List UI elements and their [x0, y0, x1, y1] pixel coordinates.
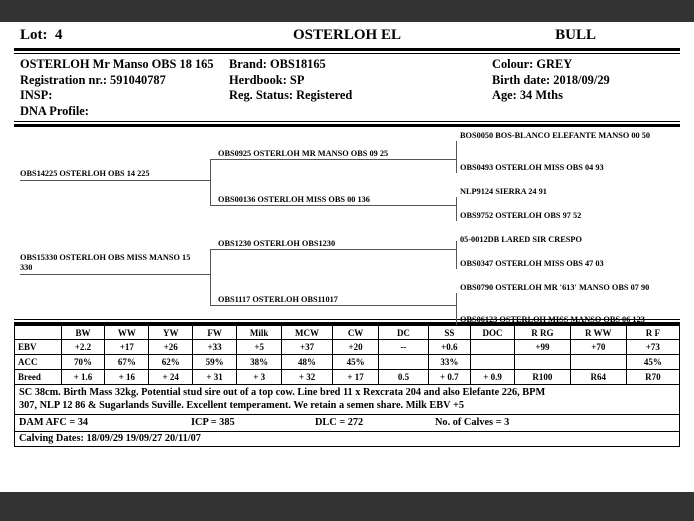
- ebv-header-corner: [15, 326, 62, 340]
- ebv-cell-ebv-rww: +70: [570, 340, 626, 355]
- ebv-cell-ebv-fw: +33: [193, 340, 237, 355]
- ebv-cell-acc-rrg: [514, 355, 570, 370]
- identity-row-1: [14, 57, 680, 73]
- ebv-cell-breed-rww: R64: [570, 370, 626, 385]
- ebv-col-doc: DOC: [471, 326, 515, 340]
- ebv-cell-acc-mcw: 48%: [282, 355, 333, 370]
- ebv-cell-breed-ww: + 16: [105, 370, 149, 385]
- identity-row-2: [14, 73, 680, 89]
- ebv-header-row: [15, 326, 680, 340]
- ebv-cell-acc-cw: 45%: [332, 355, 379, 370]
- ebv-cell-ebv-mcw: +37: [282, 340, 333, 355]
- ebv-col-fw: FW: [193, 326, 237, 340]
- pedigree-dam-dam: OBS1117 OSTERLOH OBS11017: [218, 295, 338, 305]
- ebv-col-ss: SS: [428, 326, 471, 340]
- ebv-cell-ebv-rrg: +99: [514, 340, 570, 355]
- pedigree-gp-5: 05-0012DB LARED SIR CRESPO: [460, 235, 582, 245]
- ebv-cell-breed-rrg: R100: [514, 370, 570, 385]
- herdbook-field: Herdbook: SP: [229, 72, 305, 87]
- pedigree-sire: OBS14225 OSTERLOH OBS 14 225: [20, 169, 150, 179]
- ebv-col-cw: CW: [332, 326, 379, 340]
- dna-profile-field: DNA Profile:: [20, 103, 89, 118]
- pedigree-gp-4: OBS9752 OSTERLOH OBS 97 52: [460, 211, 582, 221]
- ebv-cell-acc-ww: 67%: [105, 355, 149, 370]
- title-row: [14, 22, 680, 48]
- reg-status-field: Reg. Status: Registered: [229, 88, 353, 103]
- ebv-cell-acc-milk: 38%: [237, 355, 282, 370]
- ebv-cell-acc-bw: 70%: [61, 355, 105, 370]
- ebv-col-ww: WW: [105, 326, 149, 340]
- ebv-row-ebv: [15, 340, 680, 355]
- ebv-col-bw: BW: [61, 326, 105, 340]
- pedigree-connector-sire-sire: [210, 159, 456, 160]
- ebv-cell-acc-ss: 33%: [428, 355, 471, 370]
- pedigree-gp-1: BOS0050 BOS-BLANCO ELEFANTE MANSO 00 50: [460, 131, 651, 141]
- pedigree-sire-sire: OBS0925 OSTERLOH MR MANSO OBS 09 25: [218, 149, 389, 159]
- ebv-row-acc: [15, 355, 680, 370]
- ebv-col-rrg: R RG: [514, 326, 570, 340]
- calving-dates-row: Calving Dates: 18/09/29 19/09/27 20/11/07: [14, 432, 680, 447]
- pedigree-gp-6: OBS0347 OSTERLOH MISS OBS 47 03: [460, 259, 604, 269]
- pedigree-dam: OBS15330 OSTERLOH OBS MISS MANSO 15 330: [20, 253, 191, 272]
- ebv-table-body: [15, 326, 680, 385]
- pedigree-sire-dam: OBS00136 OSTERLOH MISS OBS 00 136: [218, 195, 370, 205]
- ebv-cell-acc-rww: [570, 355, 626, 370]
- catalogue-sheet: [14, 22, 680, 492]
- ebv-cell-breed-mcw: + 32: [282, 370, 333, 385]
- lot-number: 4: [55, 26, 63, 43]
- ebv-cell-ebv-dc: --: [379, 340, 428, 355]
- pedigree-bracket-sire: [210, 159, 211, 205]
- ebv-table: [14, 325, 680, 385]
- ebv-col-dc: DC: [379, 326, 428, 340]
- ebv-cell-acc-fw: 59%: [193, 355, 237, 370]
- notes-line-1: SC 38cm. Birth Mass 32kg. Potential stud sire out of a top cow. Line bred 11 x Rexcrata 204 and also Elefante 226, BPM: [19, 387, 546, 399]
- ebv-cell-breed-doc: + 0.9: [471, 370, 515, 385]
- dlc-stat: DLC = 272: [315, 417, 364, 429]
- pedigree-bracket-gp-7-8: [456, 293, 457, 325]
- ebv-cell-acc-doc: [471, 355, 515, 370]
- registration-field: Registration nr.: 591040787: [20, 72, 166, 87]
- calves-stat: No. of Calves = 3: [435, 417, 510, 429]
- stats-row: [14, 415, 680, 432]
- ebv-cell-ebv-rf: +73: [626, 340, 679, 355]
- ebv-col-milk: Milk: [237, 326, 282, 340]
- ebv-cell-breed-cw: + 17: [332, 370, 379, 385]
- ebv-col-rww: R WW: [570, 326, 626, 340]
- ebv-cell-ebv-bw: +2.2: [61, 340, 105, 355]
- pedigree-gp-3: NLP9124 SIERRA 24 91: [460, 187, 547, 197]
- ebv-row-label-ebv: EBV: [15, 340, 62, 355]
- ebv-cell-ebv-ss: +0.6: [428, 340, 471, 355]
- pedigree-gp-7: OBS0790 OSTERLOH MR '613' MANSO OBS 07 90: [460, 283, 650, 293]
- ebv-cell-acc-rf: 45%: [626, 355, 679, 370]
- lot-label-text: Lot:: [20, 26, 48, 43]
- ebv-cell-ebv-yw: +26: [149, 340, 193, 355]
- colour-field: Colour: GREY: [492, 57, 573, 71]
- ebv-col-mcw: MCW: [282, 326, 333, 340]
- ebv-row-label-breed: Breed: [15, 370, 62, 385]
- ebv-cell-ebv-doc: [471, 340, 515, 355]
- ebv-cell-breed-milk: + 3: [237, 370, 282, 385]
- icp-stat: ICP = 385: [191, 417, 235, 429]
- notes-block: [14, 385, 680, 415]
- ebv-row-breed: [15, 370, 680, 385]
- ebv-cell-breed-ss: + 0.7: [428, 370, 471, 385]
- identity-block: [14, 54, 680, 121]
- pedigree-bracket-gp-3-4: [456, 197, 457, 221]
- animal-name-title: OSTERLOH EL: [293, 26, 401, 43]
- notes-line-2: 307, NLP 12 86 & Sugarlands Suville. Excellent temperament. We retain a semen share. Milk EBV +5: [19, 399, 465, 411]
- dam-afc-stat: DAM AFC = 34: [19, 417, 89, 429]
- animal-full-name: OSTERLOH Mr Manso OBS 18 165: [20, 57, 214, 71]
- ebv-cell-ebv-milk: +5: [237, 340, 282, 355]
- identity-row-3: [14, 88, 680, 104]
- ebv-col-rf: R F: [626, 326, 679, 340]
- ebv-col-yw: YW: [149, 326, 193, 340]
- insp-field: INSP:: [20, 88, 53, 103]
- age-field: Age: 34 Mths: [492, 88, 563, 103]
- pedigree-bracket-dam: [210, 249, 211, 305]
- pedigree-tree: [14, 127, 680, 325]
- ebv-cell-ebv-cw: +20: [332, 340, 379, 355]
- pedigree-connector-sire: [20, 180, 210, 181]
- ebv-cell-acc-yw: 62%: [149, 355, 193, 370]
- ebv-cell-breed-dc: 0.5: [379, 370, 428, 385]
- pedigree-bracket-gp-1-2: [456, 141, 457, 173]
- sex-label: BULL: [555, 26, 596, 43]
- ebv-row-label-acc: ACC: [15, 355, 62, 370]
- ebv-cell-acc-dc: [379, 355, 428, 370]
- pedigree-connector-dam-sire: [210, 249, 456, 250]
- pedigree-gp-8: OBS06123 OSTERLOH MISS MANSO OBS 06 123: [460, 315, 645, 325]
- ebv-cell-breed-yw: + 24: [149, 370, 193, 385]
- pedigree-bracket-gp-5-6: [456, 241, 457, 269]
- ebv-cell-breed-fw: + 31: [193, 370, 237, 385]
- catalogue-page: [0, 22, 694, 492]
- birth-date-field: Birth date: 2018/09/29: [492, 72, 610, 87]
- brand-field: Brand: OBS18165: [229, 57, 326, 71]
- ebv-cell-breed-bw: + 1.6: [61, 370, 105, 385]
- ebv-cell-ebv-ww: +17: [105, 340, 149, 355]
- identity-row-4: [14, 104, 680, 120]
- pedigree-gp-2: OBS0493 OSTERLOH MISS OBS 04 93: [460, 163, 604, 173]
- pedigree-connector-sire-dam: [210, 205, 456, 206]
- pedigree-connector-dam: [20, 274, 210, 275]
- pedigree-dam-sire: OBS1230 OSTERLOH OBS1230: [218, 239, 336, 249]
- pedigree-connector-dam-dam: [210, 305, 456, 306]
- ebv-cell-breed-rf: R70: [626, 370, 679, 385]
